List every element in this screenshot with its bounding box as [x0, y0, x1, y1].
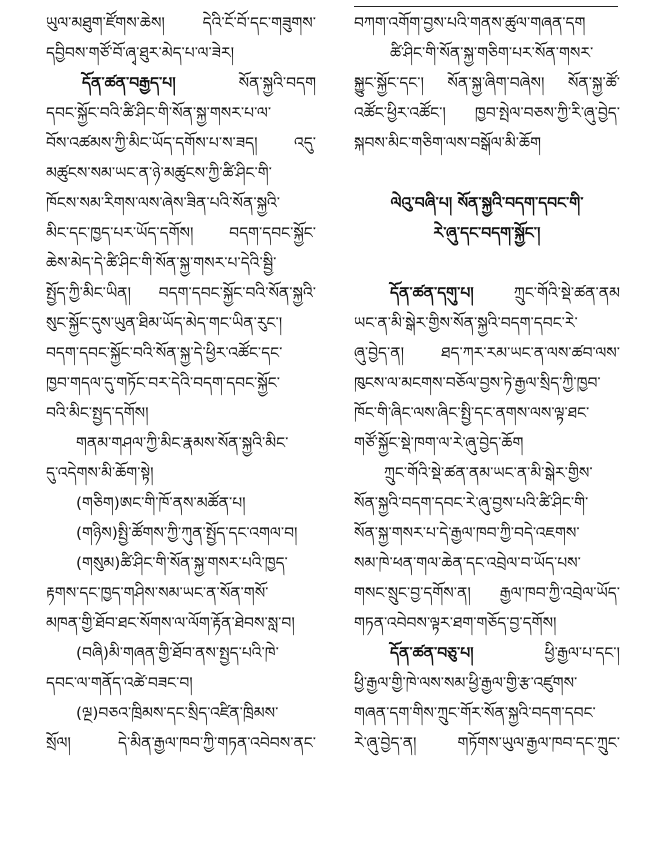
line-text: ཡུལ་མཐུག་ཛོགས་ཆེས། དེའི་ངོ་བོ་དང་གཟུགས་: [46, 14, 316, 32]
section-heading: དོན་ཚན་བརྒྱད་པ།: [82, 74, 176, 92]
text-line: [46, 218, 316, 248]
line-text: རྟགས་དང་ཁྱད་གཤིས་སམ་ཡང་ན་སོན་གསོ་: [46, 584, 269, 602]
line-text: མཚུངས་སམ་ཡང་ན་ཉེ་མཚུངས་ཀྱི་ཚི་ཤིང་གི་: [46, 164, 272, 182]
text-line: [354, 428, 620, 458]
text-line: [46, 608, 316, 638]
line-text: འཚོང་ཕྱིར་འཚོང་། ཁྱབ་སྤེལ་བཅས་ཀྱི་རི་ཞུ་བྱེད་: [354, 104, 620, 122]
line-text: སམ་ཁེ་ཕན་གལ་ཆེན་དང་འབྲེལ་བ་ཡོད་པས་: [354, 554, 581, 572]
line-text: ཆེས་མེད་དེ་ཚི་ཤིང་གི་སོན་སྐྱ་གསར་པ་དེའི་སྦྱི་: [46, 254, 277, 272]
text-line: [354, 668, 620, 698]
line-text: སྤྱོད་ཀྱི་མིང་ཡིན། བདག་དབང་སྐྱོང་བའི་སོན་སྐྱའི་: [46, 284, 316, 302]
text-line: [354, 548, 620, 578]
line-text: སྐྱུང་སྐྱོང་དང་། སོན་སྐྱ་ཞིག་བཞེས། སོན་སྐྱ་ཚོ་: [354, 74, 620, 92]
line-text: ཀྲུང་གོའི་སྡེ་ཚན་ནམ་ཡང་ན་མི་སྒེར་གྱིས་: [384, 464, 593, 482]
line-text: བོས་འཚམས་ཀྱི་མིང་ཡོད་དགོས་པ་ས་ཟད། འདུ་: [46, 134, 316, 152]
line-text: ཞུ་བྱེད་ན། ཐད་ཀར་རམ་ཡང་ན་ལས་ཚབ་ལས་: [354, 344, 620, 362]
text-line: [46, 728, 316, 758]
line-text: གཏན་འབེབས་ལྟར་ཐག་གཅོད་བྱ་དགོས།: [354, 614, 557, 632]
text-line: [46, 578, 316, 608]
text-line: [46, 668, 316, 698]
line-text: རེ་ཞུ་བྱེད་ན། གཏོགས་ཡུལ་རྒྱལ་ཁབ་དང་ཀྲུང་: [354, 734, 620, 752]
text-line: [46, 8, 316, 38]
text-line: [46, 398, 316, 428]
text-line: [354, 518, 620, 548]
line-text: སུང་སྐྱོང་དུས་ཡུན་ཐིམ་ཡོད་མེད་གང་ཡིན་རུང་།: [46, 314, 283, 332]
line-text: ཁུངས་ལ་མངགས་བཅོལ་བྱས་ཏེ་རྒྱལ་སྲིད་ཀྱི་ཁྱབ་: [354, 374, 601, 392]
line-text: གཞན་དག་གིས་ཀྲུང་གོར་སོན་སྐྱའི་བདག་དབང་: [354, 704, 596, 722]
line-text: (གཉིས)སྤྱི་ཚོགས་ཀྱི་ཀུན་སྤྱོད་དང་འགལ་བ།: [76, 524, 298, 542]
line-text: སོན་སྐྱའི་བདག་དབང་རེ་ཞུ་བྱས་པའི་ཚི་ཤིང་གི་: [354, 494, 589, 512]
text-line: [46, 368, 316, 398]
line-text: སོན་སྐྱའི་བདག: [175, 74, 316, 92]
text-line: [46, 308, 316, 338]
section-heading: རེ་ཞུ་དང་བདག་སྐྱོང་།: [433, 224, 541, 242]
text-line: [354, 608, 620, 638]
line-text: (གསུམ)ཚི་ཤིང་གི་སོན་སྐྱ་གསར་པའི་ཁྱད་: [76, 554, 288, 572]
line-text: མིང་དང་ཁྱད་པར་ཡོད་དགོས། བདག་དབང་སྐྱོང་: [46, 224, 316, 242]
top-rule: [354, 6, 618, 7]
line-text: དབྱིབས་གཙོ་བོ་ཞྭ་ཐུར་མེད་པ་ལ་ཟེར།: [46, 44, 235, 62]
text-line: [354, 98, 620, 128]
line-text: མཁན་གྱི་ཐོབ་ཐང་སོགས་ལ་ལོག་རྟོན་ཐེབས་སླ་བ།: [46, 614, 295, 632]
right-column: [354, 8, 620, 758]
section-heading: ལེའུ་བཞི་པ། སོན་སྐྱའི་བདག་དབང་གི་: [390, 194, 584, 212]
text-line: [46, 38, 316, 68]
line-text: (ལྔ)བཅའ་ཁྲིམས་དང་སྲིད་འཛིན་ཁྲིམས་: [76, 704, 279, 722]
text-line: [46, 338, 316, 368]
line-text: སྐབས་མིང་གཅིག་ལས་བསྒོལ་མི་ཆོག: [354, 134, 542, 152]
line-text: གཙོ་སྐྱོང་སྡེ་ཁག་ལ་རེ་ཞུ་བྱེད་ཆོག: [354, 434, 524, 452]
text-line: [46, 158, 316, 188]
line-text: བཀག་འགོག་བྱས་པའི་གནས་ཚུལ་གཞན་དག: [354, 14, 586, 32]
left-column: [46, 8, 316, 758]
text-line: [354, 128, 620, 158]
line-text: (བཞི)མི་གཞན་གྱི་ཐོབ་ནས་སྤྱད་པའི་ཁེ་: [76, 644, 279, 662]
section-heading: དོན་ཚན་དགུ་པ།: [390, 284, 474, 302]
text-line: [46, 128, 316, 158]
text-line: [46, 278, 316, 308]
line-text: ཀྲུང་གོའི་སྡེ་ཚན་ནམ: [473, 284, 620, 302]
text-line: [46, 98, 316, 128]
text-line: [354, 278, 620, 308]
line-text: དབང་ལ་གནོད་འཚེ་བཟང་བ།: [46, 674, 193, 692]
text-line: [354, 68, 620, 98]
text-line: [46, 458, 316, 488]
line-text: གསང་སྲུང་བྱ་དགོས་ན། རྒྱལ་ཁབ་ཀྱི་འབྲེལ་ཡོད་: [354, 584, 620, 602]
blank-line: [354, 158, 620, 188]
text-line: [46, 548, 316, 578]
text-line: [46, 428, 316, 458]
line-text: གནམ་གཤལ་ཀྱི་མིང་རྣམས་སོན་སྐྱའི་མིང་: [76, 434, 289, 452]
text-line: [46, 68, 316, 98]
line-text: སྲོལ། དེ་མིན་རྒྱལ་ཁབ་ཀྱི་གཏན་འབེབས་ནང་: [46, 734, 316, 752]
text-line: [46, 248, 316, 278]
text-line: [354, 308, 620, 338]
line-text: (གཅིག)ཨང་གི་ཁོ་ནས་མཚོན་པ།: [76, 494, 246, 512]
line-text: ཕྱི་རྒྱལ་པ་དང་།: [473, 644, 620, 662]
text-line: [46, 698, 316, 728]
text-line: [46, 188, 316, 218]
line-text: དུ་འདེགས་མི་ཆོག་སྟེ།: [46, 464, 154, 482]
text-line: [354, 188, 620, 218]
line-text: བདག་དབང་སྐྱོང་བའི་སོན་སྐྱ་དེ་ཕྱིར་འཚོང་དང་: [46, 344, 283, 362]
text-line: [354, 458, 620, 488]
text-line: [354, 38, 620, 68]
text-line: [354, 218, 620, 248]
line-text: སོན་སྐྱ་གསར་པ་དེ་རྒྱལ་ཁབ་ཀྱི་བདེ་འཇགས་: [354, 524, 580, 542]
text-line: [46, 518, 316, 548]
line-text: ཕྱི་རྒྱལ་གྱི་ཁེ་ལས་སམ་ཕྱི་རྒྱལ་གྱི་རྩ་འཛུགས་: [354, 674, 578, 692]
text-line: [354, 698, 620, 728]
text-line: [354, 398, 620, 428]
text-line: [46, 638, 316, 668]
text-line: [354, 638, 620, 668]
line-text: བའི་མིང་སྤྱད་དགོས།: [46, 404, 149, 422]
line-text: ཁོངས་སམ་རིགས་ལས་ཞེས་ཟིན་པའི་སོན་སྐྱའི་: [46, 194, 281, 212]
text-line: [46, 488, 316, 518]
line-text: ཡང་ན་མི་སྒེར་གྱིས་སོན་སྐྱའི་བདག་དབང་རེ་: [354, 314, 578, 332]
text-line: [354, 8, 620, 38]
line-text: ཁྱབ་གདལ་དུ་གཏོང་བར་དེའི་བདག་དབང་སྐྱོང་: [46, 374, 280, 392]
line-text: ཁོང་གི་ཞིང་ལས་ཞིང་སྤྱི་དང་ནགས་ལས་ལྟ་ཐང་: [354, 404, 590, 422]
text-line: [354, 338, 620, 368]
blank-line: [354, 248, 620, 278]
text-line: [354, 368, 620, 398]
line-text: ཚི་ཤིང་གི་སོན་སྐྱ་གཅིག་པར་སོན་གསར་: [390, 44, 594, 62]
text-line: [354, 728, 620, 758]
section-heading: དོན་ཚན་བཅུ་པ།: [390, 644, 474, 662]
text-line: [354, 488, 620, 518]
line-text: དབང་སྐྱོང་བའི་ཚི་ཤིང་གི་སོན་སྐྱ་གསར་པ་ལ་: [46, 104, 272, 122]
text-line: [354, 578, 620, 608]
